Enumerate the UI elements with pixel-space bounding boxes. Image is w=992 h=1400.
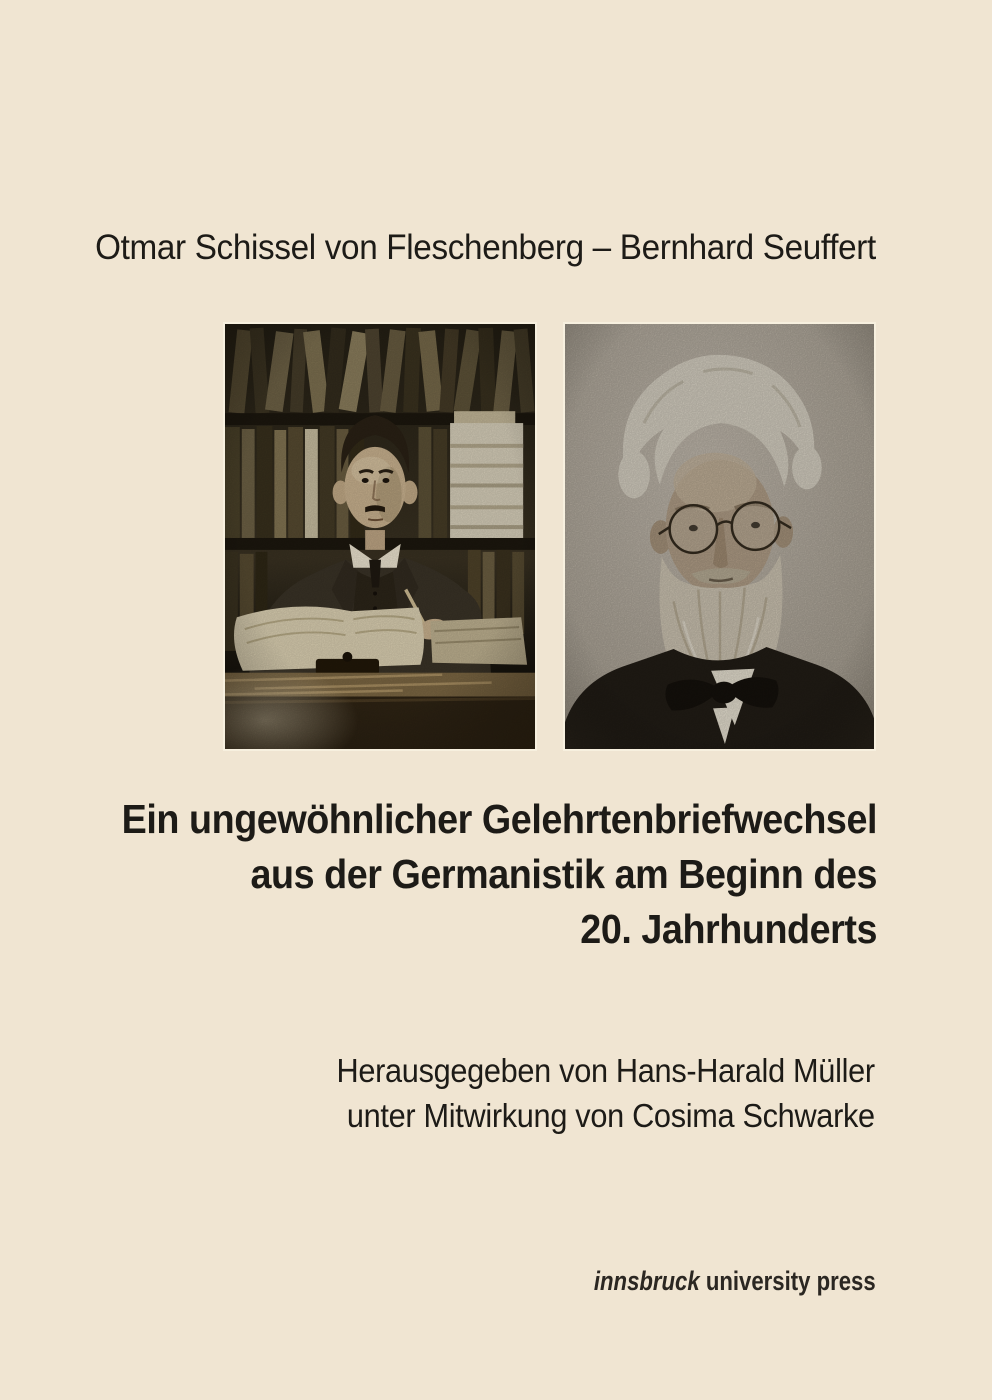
title-line-1: Ein ungewöhnlicher Gelehrtenbriefwechsel xyxy=(121,796,877,842)
editors xyxy=(337,1048,875,1138)
book-title xyxy=(122,792,877,957)
photo-otmar-schissel-illustration xyxy=(225,324,535,749)
photo-bernhard-seuffert-illustration xyxy=(565,324,874,749)
title-line-2: aus der Germanistik am Beginn des xyxy=(250,851,878,897)
publisher-name-rest: university press xyxy=(706,1266,876,1296)
editors-line-1: Herausgegeben von Hans-Harald Müller xyxy=(336,1052,875,1089)
publisher-name-italic: innsbruck xyxy=(594,1266,700,1296)
photo-otmar-schissel xyxy=(223,322,537,751)
author-names: Otmar Schissel von Fleschenberg – Bernhard Seuffert xyxy=(95,228,876,267)
editors-line-2: unter Mitwirkung von Cosima Schwarke xyxy=(347,1097,875,1134)
title-line-3: 20. Jahrhunderts xyxy=(580,906,877,952)
photo-bernhard-seuffert xyxy=(563,322,876,751)
publisher-imprint xyxy=(594,1264,876,1298)
